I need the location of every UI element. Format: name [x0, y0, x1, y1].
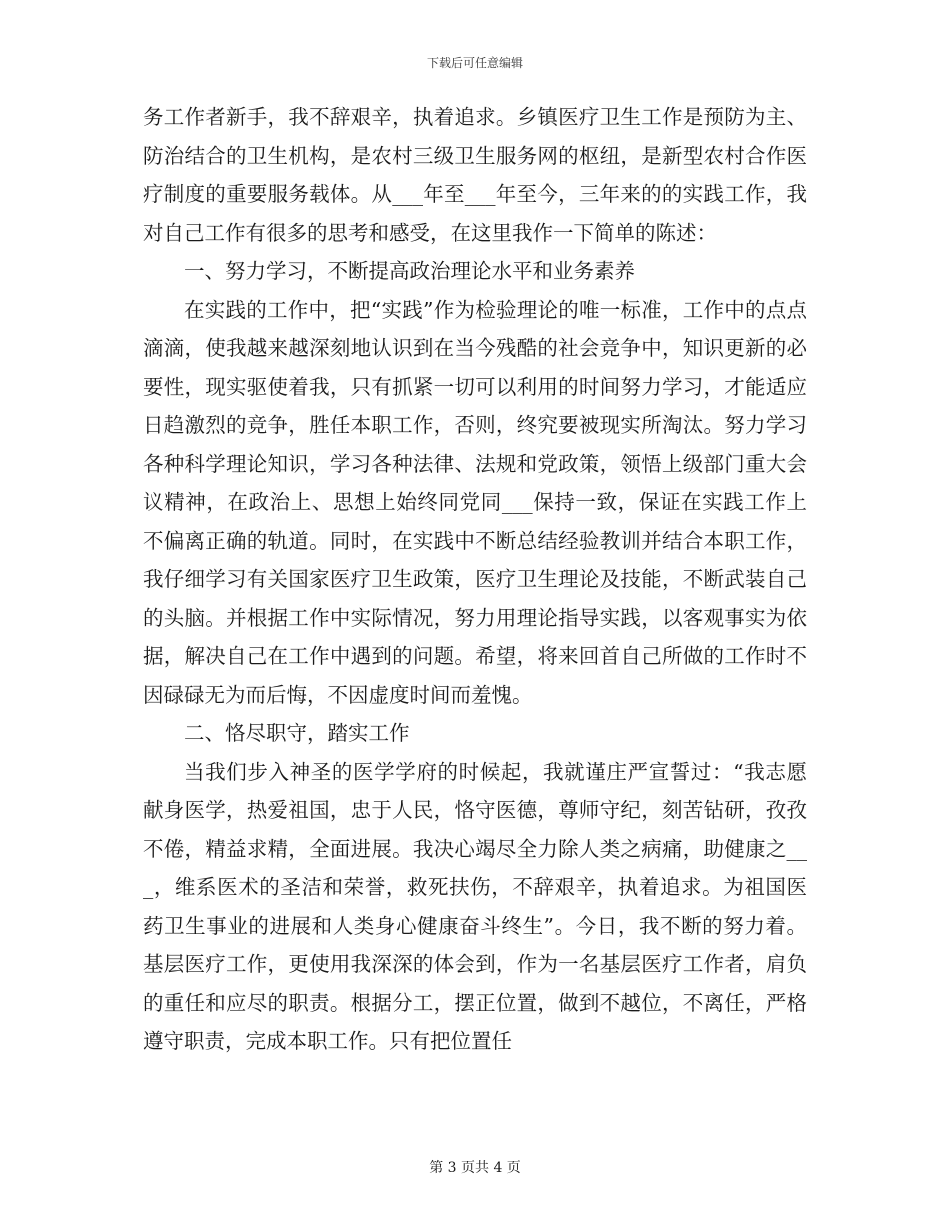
document-body: [143, 98, 807, 1061]
section-heading-1: 一、努力学习，不断提高政治理论水平和业务素养: [184, 259, 635, 283]
page-header: 下载后可任意编辑: [426, 56, 523, 70]
page-footer: 第 3 页共 4 页: [429, 1160, 521, 1176]
paragraph-section-1: 在实践的工作中，把“实践”作为检验理论的唯一标准，工作中的点点滴滴，使我越来越深刻地认识到在当今残酷的社会竞争中，知识更新的必要性，现实驱使着我，只有抓紧一切可以利用的时间努力学习，才能适应日趋激烈的竞争，胜任本职工作，否则，终究要被现实所淘汰。努力学习各种科学理论知识，学习各种法律、法规和党政策，领悟上级部门重大会议精神，在政治上、思想上始终同党同___保持一致，保证在实践工作上不偏离正确的轨道。同时，在实践中不断总结经验教训并结合本职工作，我仔细学习有关国家医疗卫生政策，医疗卫生理论及技能，不断武装自己的头脑。并根据工作中实际情况，努力用理论指导实践，以客观事实为依据，解决自己在工作中遇到的问题。希望，将来回首自己所做的工作时不因碌碌无为而后悔，不因虚度时间而羞愧。: [143, 297, 807, 707]
section-heading-2: 二、恪尽职守，踏实工作: [184, 721, 410, 745]
paragraph-section-2: 当我们步入神圣的医学学府的时候起，我就谨庄严宣誓过：“我志愿献身医学，热爱祖国，忠于人民，恪守医德，尊师守纪，刻苦钻研，孜孜不倦，精益求精，全面进展。我决心竭尽全力除人类之病痛，助健康之___，维系医术的圣洁和荣誉，救死扶伤，不辞艰辛，执着追求。为祖国医药卫生事业的进展和人类身心健康奋斗终生”。今日，我不断的努力着。基层医疗工作，更使用我深深的体会到，作为一名基层医疗工作者，肩负的重任和应尽的职责。根据分工，摆正位置，做到不越位，不离任，严格遵守职责，完成本职工作。只有把位置任: [143, 759, 807, 1053]
paragraph-intro: 务工作者新手，我不辞艰辛，执着追求。乡镇医疗卫生工作是预防为主、防治结合的卫生机构，是农村三级卫生服务网的枢纽，是新型农村合作医疗制度的重要服务载体。从___年至___年至今，三年来的的实践工作，我对自己工作有很多的思考和感受，在这里我作一下简单的陈述：: [143, 105, 807, 245]
